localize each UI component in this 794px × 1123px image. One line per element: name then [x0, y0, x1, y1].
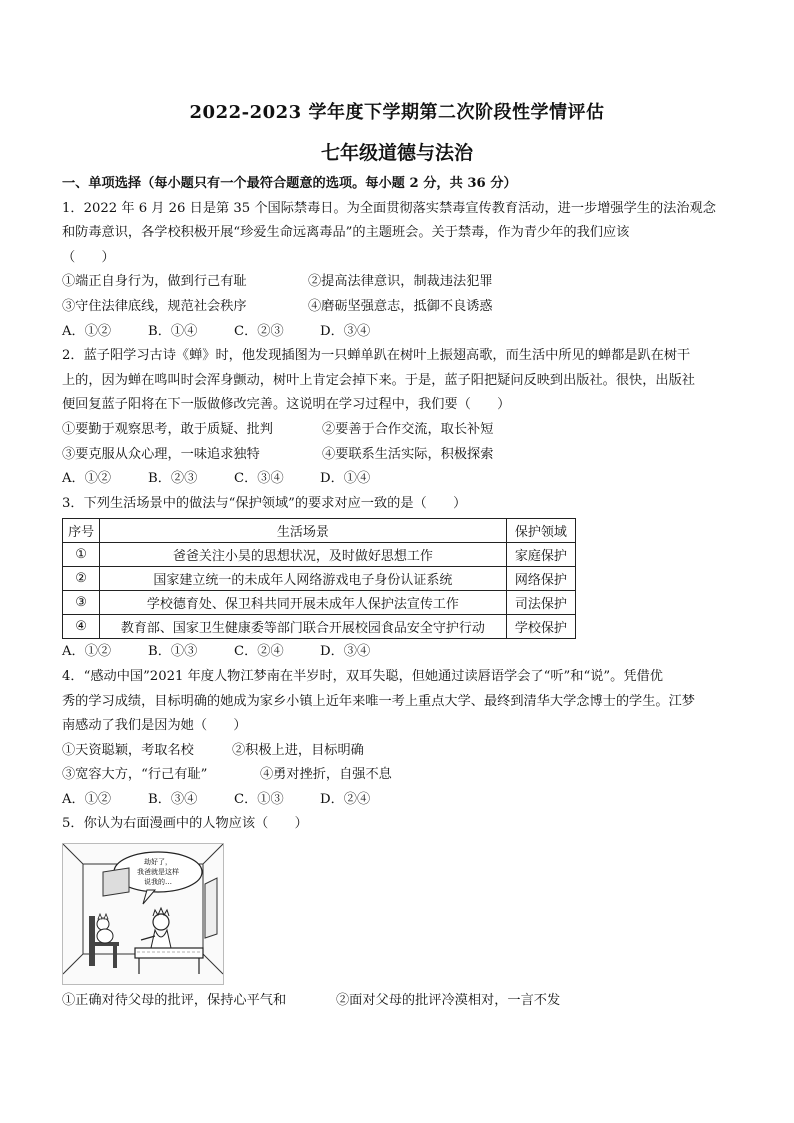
q2-choice-d: D．①④: [320, 471, 371, 487]
section-heading: 一、单项选择（每小题只有一个最符合题意的选项。每小题 2 分，共 36 分）: [62, 176, 517, 191]
q4-choices: [62, 788, 742, 813]
q4-statement-4: ④勇对挫折，自强不息: [260, 767, 392, 783]
exam-subject: 七年级道德与法治: [320, 142, 473, 164]
bubble-text-3: 说我的…: [144, 878, 172, 887]
table-cell: ②: [63, 567, 100, 591]
q5-statement-2: ②面对父母的批评冷漠相对，一言不发: [336, 993, 561, 1009]
q3-text-line1: 3．下列生活场景中的做法与“保护领域”的要求对应一致的是（ ）: [62, 495, 467, 511]
q3-choice-a: A．①②: [62, 644, 112, 660]
bubble-text-1: 劫好了，: [144, 858, 172, 867]
q4-text-line2: 秀的学习成绩，目标明确的她成为家乡小镇上近年来唯一考上重点大学、最终到清华大学念博士的学生。江梦: [62, 693, 695, 709]
table-cell: ①: [63, 543, 100, 567]
q3-choices: [62, 640, 742, 665]
q2-statement-2: ②要善于合作交流，取长补短: [322, 421, 494, 437]
q2-text-line3: 便回复蓝子阳将在下一版做修改完善。这说明在学习过程中，我们要（ ）: [62, 397, 511, 413]
bubble-text-2: 我爸就是这样: [137, 868, 179, 877]
q3-choice-b: B．①③: [148, 644, 198, 660]
table-header-cell: 序号: [63, 519, 100, 543]
q1-choice-d: D．③④: [320, 323, 371, 339]
table-header-cell: 生活场景: [100, 519, 507, 543]
q4-statement-2: ②积极上进，目标明确: [232, 742, 364, 758]
q2-text-line2: 上的，因为蝉在鸣叫时会浑身颤动，树叶上肯定会掉下来。于是，蓝子阳把疑问反映到出版社。很快，出版社: [62, 372, 695, 388]
table-row: [63, 567, 576, 591]
q1-text-line2: 和防毒意识，各学校积极开展“珍爱生命远离毒品”的主题班会。关于禁毒，作为青少年的我们应该: [62, 225, 630, 241]
table-cell: 教育部、国家卫生健康委等部门联合开展校园食品安全守护行动: [100, 615, 507, 639]
q4-choice-c: C．①③: [234, 791, 284, 807]
q5-statements-row1: [62, 989, 742, 1014]
q2-choice-a: A．①②: [62, 471, 112, 487]
table-header-row: [63, 519, 576, 543]
table-cell: 网络保护: [506, 567, 575, 591]
q1-statement-2: ②提高法律意识，制裁违法犯罪: [308, 274, 493, 290]
q1-statement-1: ①端正自身行为，做到行己有耻: [62, 274, 247, 290]
cartoon-drawing: [63, 844, 223, 984]
q4-statements-row2: [62, 763, 742, 788]
q3-choice-c: C．②④: [234, 644, 284, 660]
exam-content: [62, 172, 742, 1014]
q2-statements-row1: [62, 418, 742, 443]
q2-choices: [62, 467, 742, 492]
table-cell: ③: [63, 591, 100, 615]
table-cell: 国家建立统一的未成年人网络游戏电子身份认证系统: [100, 567, 507, 591]
cartoon-image: [62, 843, 224, 985]
q4-statement-3: ③宽容大方，“行己有耻”: [62, 767, 208, 783]
q1-choice-b: B．①④: [148, 323, 198, 339]
q5-statement-1: ①正确对待父母的批评，保持心平气和: [62, 993, 287, 1009]
q1-statements-row1: [62, 270, 742, 295]
q4-statements-row1: [62, 739, 742, 764]
q3-choice-d: D．③④: [320, 644, 371, 660]
q1-choice-c: C．②③: [234, 323, 284, 339]
protection-table: [62, 518, 576, 639]
q1-statement-3: ③守住法律底线，规范社会秩序: [62, 298, 247, 314]
q4-choice-a: A．①②: [62, 791, 112, 807]
q5-text-line1: 5．你认为右面漫画中的人物应该（ ）: [62, 816, 308, 832]
q1-statement-4: ④磨砺坚强意志，抵御不良诱惑: [308, 298, 493, 314]
table-row: [63, 615, 576, 639]
table-cell: 学校德育处、保卫科共同开展未成年人保护法宣传工作: [100, 591, 507, 615]
q2-statement-4: ④要联系生活实际，积极探索: [322, 446, 494, 462]
q2-choice-b: B．②③: [148, 471, 198, 487]
table-cell: 司法保护: [506, 591, 575, 615]
q1-text-line1: 1．2022 年 6 月 26 日是第 35 个国际禁毒日。为全面贯彻落实禁毒宣传教育活动，进一步增强学生的法治观念: [62, 200, 716, 216]
table-cell: 学校保护: [506, 615, 575, 639]
q1-statements-row2: [62, 295, 742, 320]
q1-choices: [62, 320, 742, 345]
q1-choice-a: A．①②: [62, 323, 112, 339]
q2-statements-row2: [62, 443, 742, 468]
q2-choice-c: C．③④: [234, 471, 284, 487]
q4-statement-1: ①天资聪颖，考取名校: [62, 742, 194, 758]
q2-statement-1: ①要勤于观察思考，敢于质疑、批判: [62, 421, 273, 437]
q2-text-line1: 2．蓝子阳学习古诗《蝉》时，他发现插图为一只蝉单趴在树叶上振翅高歌，而生活中所见的蝉都是趴在树干: [62, 348, 691, 364]
q4-choice-b: B．③④: [148, 791, 198, 807]
table-cell: 爸爸关注小昊的思想状况，及时做好思想工作: [100, 543, 507, 567]
q4-choice-d: D．②④: [320, 791, 371, 807]
table-cell: ④: [63, 615, 100, 639]
table-row: [63, 591, 576, 615]
table-cell: 家庭保护: [506, 543, 575, 567]
q4-text-line3: 南感动了我们是因为她（ ）: [62, 718, 247, 734]
q1-text-line3: （ ）: [62, 249, 115, 265]
q2-statement-3: ③要克服从众心理，一味追求独特: [62, 446, 260, 462]
table-header-cell: 保护领域: [506, 519, 575, 543]
table-row: [63, 543, 576, 567]
exam-title: 2022-2023 学年度下学期第二次阶段性学情评估: [189, 102, 605, 123]
q4-text-line1: 4．“感动中国”2021 年度人物江梦南在半岁时，双耳失聪，但她通过读唇语学会了“听”和“说”。凭借优: [62, 668, 663, 684]
